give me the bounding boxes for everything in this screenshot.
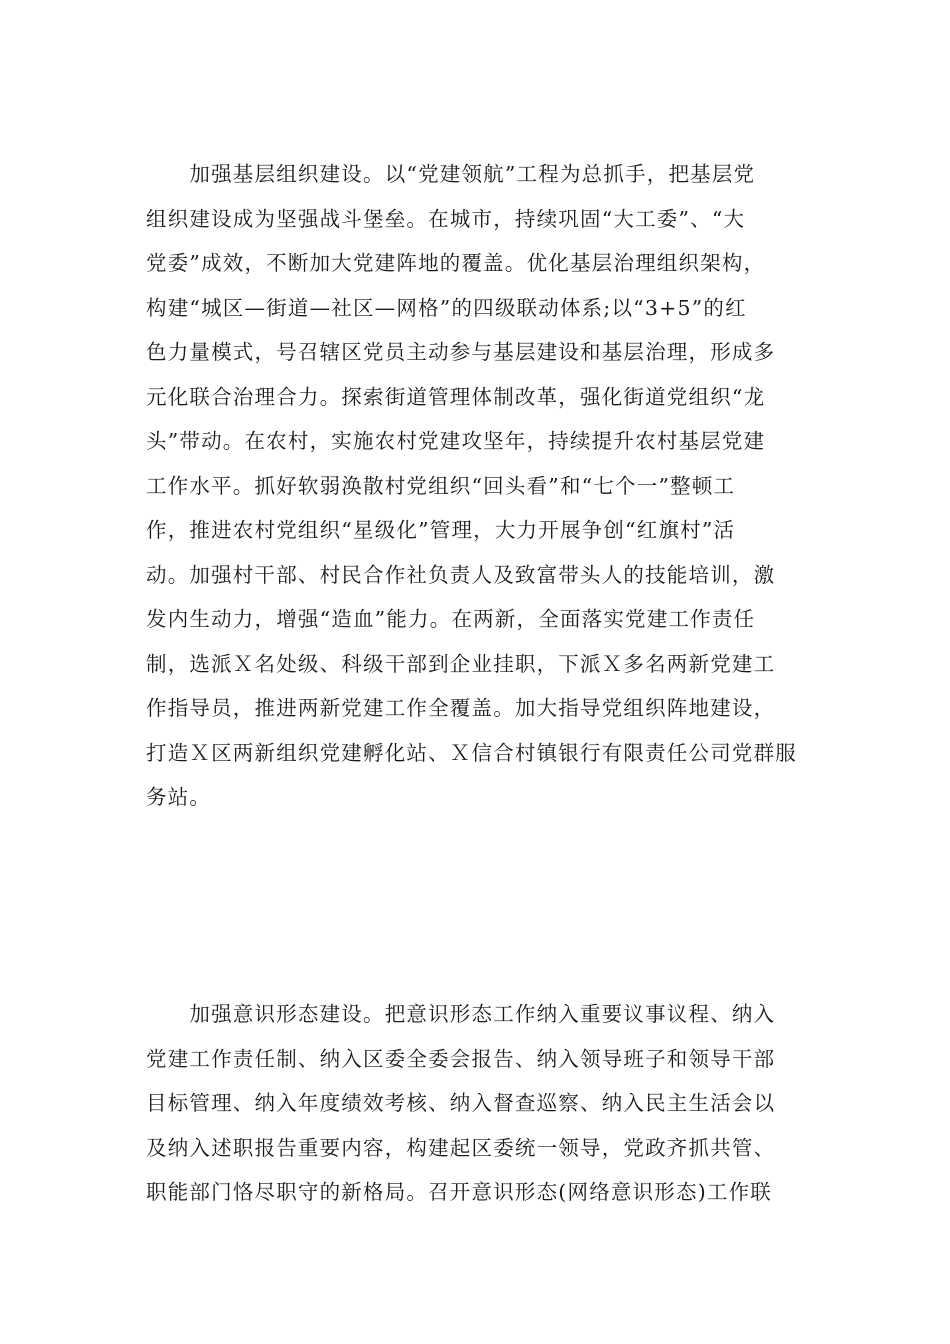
text-line: 务站。 [146,785,212,809]
text-line: 加强基层组织建设。以“党建领航”工程为总抓手，把基层党 [146,162,756,186]
text-line: 打造Ｘ区两新组织党建孵化站、Ｘ信合村镇银行有限责任公司党群服 [146,740,797,765]
text-line: 工作水平。抓好软弱涣散村党组织“回头看”和“七个一”整顿工 [146,473,736,498]
text-line: 加强意识形态建设。把意识形态工作纳入重要议事议程、纳入 [146,1002,776,1026]
text-line: 党建工作责任制、纳入区委全委会报告、纳入领导班子和领导干部 [146,1046,776,1071]
text-line: 发内生动力，增强“造血”能力。在两新，全面落实党建工作责任 [146,607,756,631]
text-line: 构建“城区—街道—社区—网格”的四级联动体系;以“3+5”的红 [146,295,747,320]
paragraph-grassroots-organization [146,152,810,820]
text-line: 目标管理、纳入年度绩效考核、纳入督查巡察、纳入民主生活会以 [146,1091,776,1115]
text-line: 元化联合治理合力。探索街道管理体制改革，强化街道党组织“龙 [146,384,766,409]
text-line: 作指导员，推进两新党建工作全覆盖。加大指导党组织阵地建设， [146,696,776,720]
text-line: 及纳入述职报告重要内容，构建起区委统一领导，党政齐抓共管、 [146,1135,776,1160]
text-line: 色力量模式，号召辖区党员主动参与基层建设和基层治理，形成多 [146,340,776,364]
text-line: 职能部门恪尽职守的新格局。召开意识形态(网络意识形态)工作联 [146,1180,772,1204]
text-line: 组织建设成为坚强战斗堡垒。在城市，持续巩固“大工委”、“大 [146,206,746,231]
text-line: 作，推进农村党组织“星级化”管理，大力开展争创“红旗村”活 [146,518,736,542]
paragraph-ideology-building [146,992,810,1215]
text-line: 制，选派Ｘ名处级、科级干部到企业挂职，下派Ｘ多名两新党建工 [146,651,776,676]
text-line: 党委”成效，不断加大党建阵地的覆盖。优化基层治理组织架构， [146,251,766,275]
text-line: 动。加强村干部、村民合作社负责人及致富带头人的技能培训，激 [146,562,776,587]
text-line: 头”带动。在农村，实施农村党建攻坚年，持续提升农村基层党建 [146,429,766,453]
